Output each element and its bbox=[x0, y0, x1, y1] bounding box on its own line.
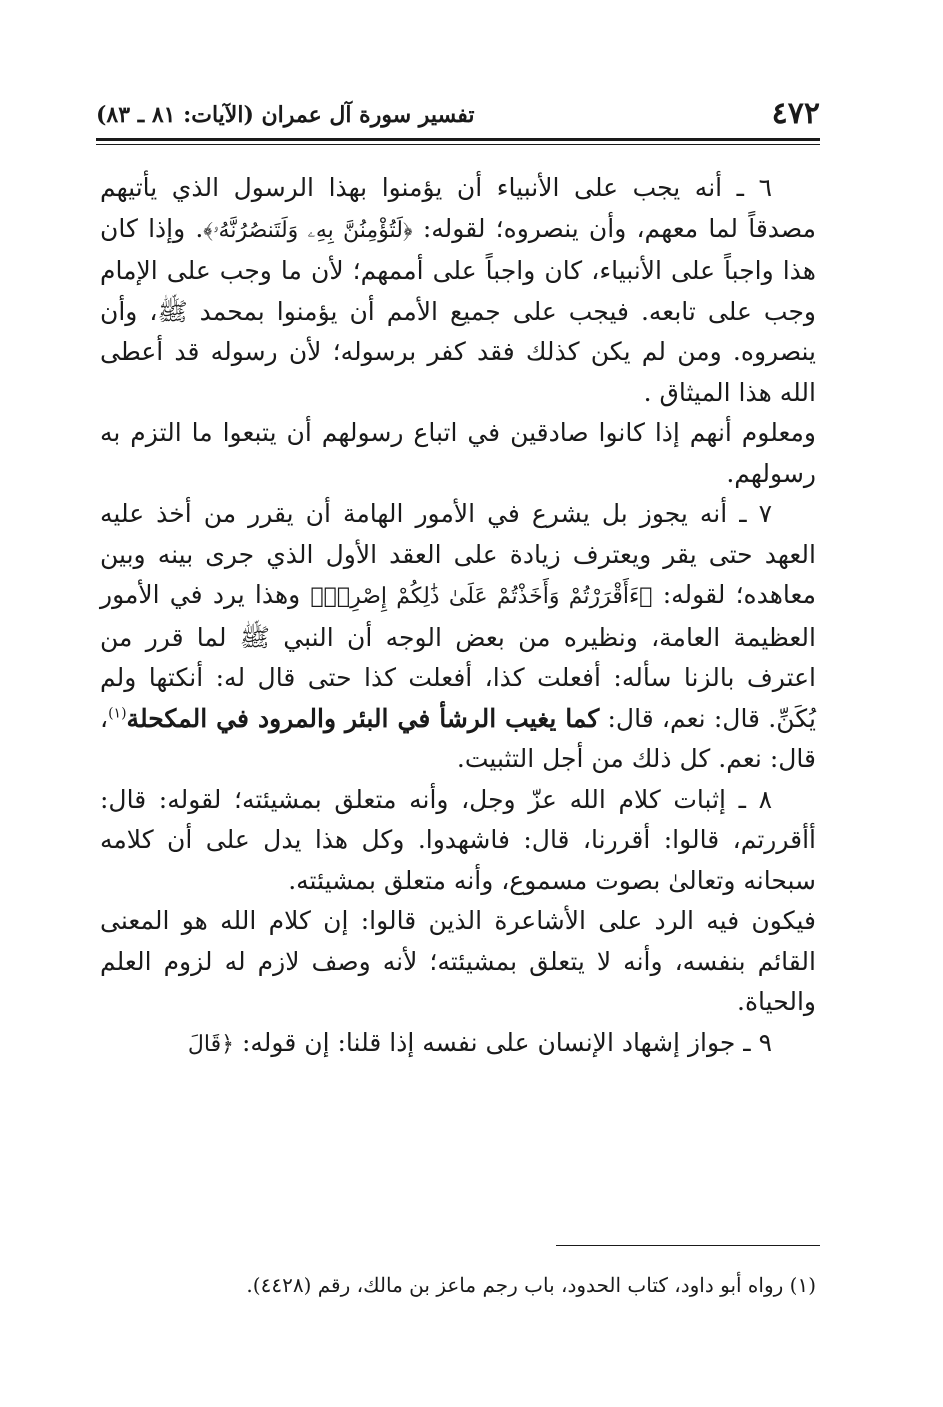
header-rule-thin bbox=[96, 144, 820, 145]
p7-text-1: ٧ ـ أنه يجوز بل يشرع في الأمور الهامة أن يقرر من أخذ عليه العهد حتى يقر ويعترف زيادة على العقد الأول الذي جرى بينه وبين معاهده؛ لقوله: bbox=[100, 499, 816, 609]
p8-text-1: ٨ ـ إثبات كلام الله عزّ وجل، وأنه متعلق بمشيئته؛ لقوله: قال: أأقررتم، قالوا: أقررنا، قال: فاشهدوا. وكل هذا يدل على أن كلامه سبحانه وتعالىٰ بصوت مسموع، وأنه متعلق بمشيئته. bbox=[100, 784, 816, 895]
footnote: (١) رواه أبو داود، كتاب الحدود، باب رجم ماعز بن مالك، رقم (٤٤٢٨). bbox=[246, 1273, 816, 1297]
body-text bbox=[100, 168, 816, 1065]
p6-quran-quote: ﴿لَتُؤْمِنُنَّ بِهِۦ وَلَتَنصُرُنَّهُۥ﴾ bbox=[203, 217, 413, 243]
paragraph-9 bbox=[100, 1023, 816, 1066]
p9-text-1: ٩ ـ جواز إشهاد الإنسان على نفسه إذا قلنا: إن قوله: bbox=[234, 1027, 772, 1057]
p6-text-1: ٦ ـ أنه يجب على الأنبياء أن يؤمنوا بهذا الرسول الذي يأتيهم مصدقاً لما معهم، وأن ينصروه؛ لقوله: bbox=[100, 173, 816, 243]
page-number: ٤٧٢ bbox=[771, 96, 820, 131]
p6-text-2: . وإذا كان هذا واجباً على الأنبياء، كان واجباً على أممهم؛ لأن ما وجب على الإمام وجب على تابعه. فيجب على جميع الأمم أن يؤمنوا بمحمد ﷺ، وأن ينصروه. ومن لم يكن كذلك فقد كفر برسوله؛ لأن رسوله قد أعطى الله هذا الميثاق . bbox=[100, 213, 816, 407]
p9-quran-quote: ﴿قَالَ bbox=[187, 1031, 235, 1057]
p8-text-2: فيكون فيه الرد على الأشاعرة الذين قالوا: إن كلام الله هو المعنى القائم بنفسه، وأنه لا يتعلق بمشيئته؛ لأنه وصف لازم له لزوم العلم والحياة. bbox=[100, 906, 816, 1016]
footnote-separator bbox=[556, 1245, 820, 1246]
footnote-reference[interactable]: (١) bbox=[108, 705, 127, 722]
p6-text-3: ومعلوم أنهم إذا كانوا صادقين في اتباع رسولهم أن يتبعوا ما التزم به رسولهم. bbox=[100, 418, 816, 488]
p7-text-2: وهذا يرد في الأمور العظيمة العامة، ونظيره من بعض الوجه أن النبي ﷺ لما قرر من اعترف بالزنا سأله: أفعلت كذا، أفعلت كذا حتى قال له: أنكتها ولم يُكَنِّ. قال: نعم، قال: bbox=[100, 580, 817, 733]
p7-text-3: ، قال: نعم. كل ذلك من أجل التثبيت. bbox=[100, 703, 816, 773]
p7-hadith-bold: كما يغيب الرشأ في البئر والمرود في المكحلة bbox=[126, 703, 600, 733]
running-title: تفسير سورة آل عمران (الآيات: ٨١ ـ ٨٣) bbox=[96, 102, 475, 128]
paragraph-6-continued bbox=[100, 413, 816, 494]
p7-quran-quote: ﴿ءَأَقْرَرْتُمْ وَأَخَذْتُمْ عَلَىٰ ذَٰلِكُمْ إِصْرِيۖ﴾ bbox=[310, 584, 653, 609]
paragraph-8 bbox=[100, 780, 816, 902]
page-header bbox=[96, 92, 820, 136]
paragraph-7 bbox=[100, 494, 816, 780]
paragraph-6 bbox=[100, 168, 816, 413]
paragraph-8-continued bbox=[100, 901, 816, 1023]
header-rule-thick bbox=[96, 138, 820, 141]
